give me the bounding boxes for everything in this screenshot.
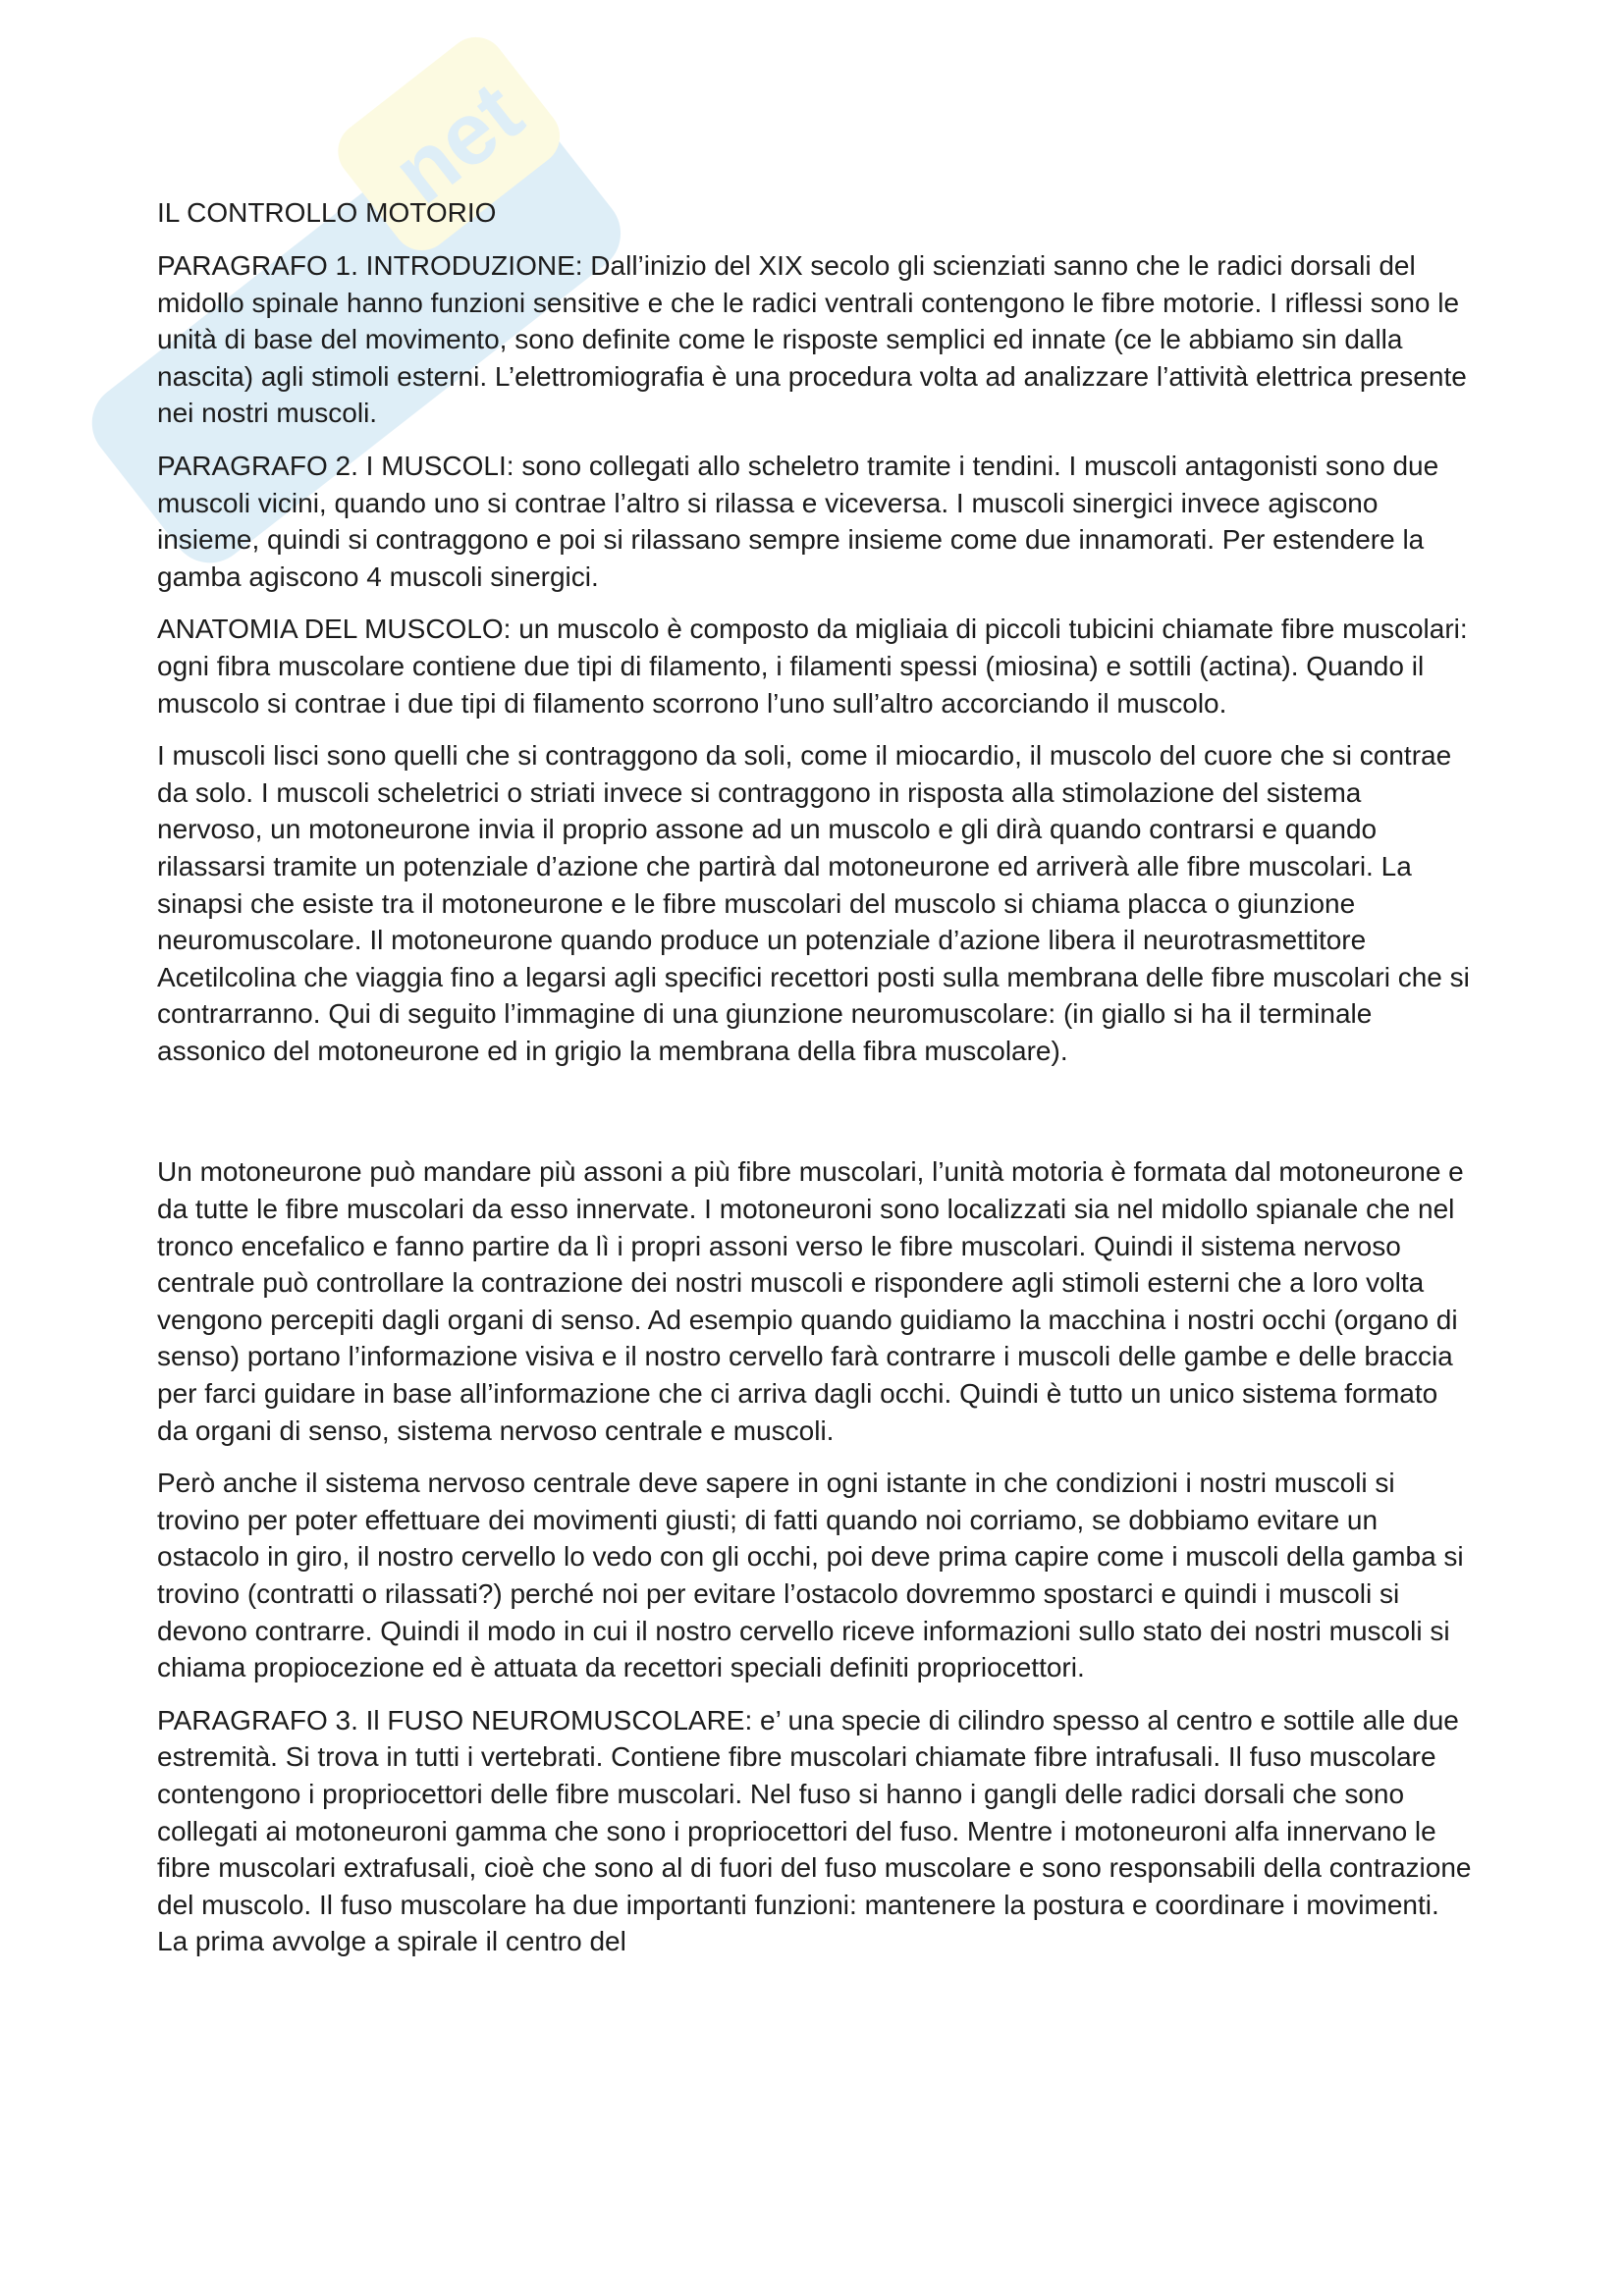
paragraph-muscoli-lisci: I muscoli lisci sono quelli che si contraggono da soli, come il miocardio, il muscolo del cuore che si contrae da solo. I muscoli scheletrici o striati invece si contraggono in risposta alla stimolazione del sistema nervoso, un motoneurone invia il proprio assone ad un muscolo e gli dirà quando contrarsi e quando rilassarsi tramite un potenziale d’azione che partirà dal motoneurone ed arriverà alle fibre muscolari. La sinapsi che esiste tra il motoneurone e le fibre muscolari del muscolo si chiama placca o giunzione neuromuscolare. Il motoneurone quando produce un potenziale d’azione libera il neurotrasmettitore Acetilcolina che viaggia fino a legarsi agli specifici recettori posti sulla membrana delle fibre muscolari che si contrarranno. Qui di seguito l’immagine di una giunzione neuromuscolare: (in giallo si ha il terminale assonico del motoneurone ed in grigio la membrana della fibra muscolare). xyxy=(157,740,1470,1066)
paragraph-propriocezione: Però anche il sistema nervoso centrale deve sapere in ogni istante in che condizioni i nostri muscoli si trovino per poter effettuare dei movimenti giusti; di fatti quando noi corriamo, se dobbiamo evitare un ostacolo in giro, il nostro cervello lo vedo con gli occhi, poi deve prima capire come i muscoli della gamba si trovino (contratti o rilassati?) perché noi per evitare l’ostacolo dovremmo spostarci e quindi i muscoli si devono contrarre. Quindi il modo in cui il nostro cervello riceve informazioni sullo stato dei nostri muscoli si chiama propiocezione ed è attuata da recettori speciali definiti propriocettori. xyxy=(157,1468,1464,1683)
image-gap xyxy=(157,1085,1473,1153)
document-title: IL CONTROLLO MOTORIO xyxy=(157,197,497,228)
paragraph-anatomia-muscolo: ANATOMIA DEL MUSCOLO: un muscolo è composto da migliaia di piccoli tubicini chiamate fibre muscolari: ogni fibra muscolare contiene due tipi di filamento, i filamenti spessi (miosina) e sottili (actina). Quando il muscolo si contrae i due tipi di filamento scorrono l’uno sull’altro accorciando il muscolo. xyxy=(157,614,1468,719)
paragraph-muscoli: PARAGRAFO 2. I MUSCOLI: sono collegati allo scheletro tramite i tendini. I muscoli antagonisti sono due muscoli vicini, quando uno si contrae l’altro si rilassa e viceversa. I muscoli sinergici invece agiscono insieme, quindi si contraggono e poi si rilassano sempre insieme come due innamorati. Per estendere la gamba agiscono 4 muscoli sinergici. xyxy=(157,450,1439,592)
paragraph-fuso-neuromuscolare: PARAGRAFO 3. Il FUSO NEUROMUSCOLARE: e’ una specie di cilindro spesso al centro e sottile alle due estremità. Si trova in tutti i vertebrati. Contiene fibre muscolari chiamate fibre intrafusali. Il fuso muscolare contengono i propriocettori delle fibre muscolari. Nel fuso si hanno i gangli delle radici dorsali che sono collegati ai motoneuroni gamma che sono i propriocettori del fuso. Mentre i motoneuroni alfa innervano le fibre muscolari extrafusali, cioè che sono al di fuori del fuso muscolare e sono responsabili della contrazione del muscolo. Il fuso muscolare ha due importanti funzioni: mantenere la postura e coordinare i movimenti. La prima avvolge a spirale il centro del xyxy=(157,1704,1472,1957)
watermark-brand-text: net xyxy=(375,63,541,223)
paragraph-introduzione: PARAGRAFO 1. INTRODUZIONE: Dall’inizio del XIX secolo gli scienziati sanno che le radici dorsali del midollo spinale hanno funzioni sensitive e che le radici ventrali contengono le fibre motorie. I riflessi sono le unità di base del movimento, sono definite come le risposte semplici ed innate (ce le abbiamo sin dalla nascita) agli stimoli esterni. L’elettromiografia è una procedura volta ad analizzare l’attività elettrica presente nei nostri muscoli. xyxy=(157,250,1467,429)
document-page xyxy=(157,194,1473,1976)
paragraph-motoneurone: Un motoneurone può mandare più assoni a più fibre muscolari, l’unità motoria è formata dal motoneurone e da tutte le fibre muscolari da esso innervate. I motoneuroni sono localizzati sia nel midollo spianale che nel tronco encefalico e fanno partire da lì i propri assoni verso le fibre muscolari. Quindi il sistema nervoso centrale può controllare la contrazione dei nostri muscoli e rispondere agli stimoli esterni che a loro volta vengono percepiti dagli organi di senso. Ad esempio quando guidiamo la macchina i nostri occhi (organo di senso) portano l’informazione visiva e il nostro cervello farà contrarre i muscoli delle gambe e delle braccia per farci guidare in base all’informazione che ci arriva dagli occhi. Quindi è tutto un unico sistema formato da organi di senso, sistema nervoso centrale e muscoli. xyxy=(157,1156,1464,1446)
